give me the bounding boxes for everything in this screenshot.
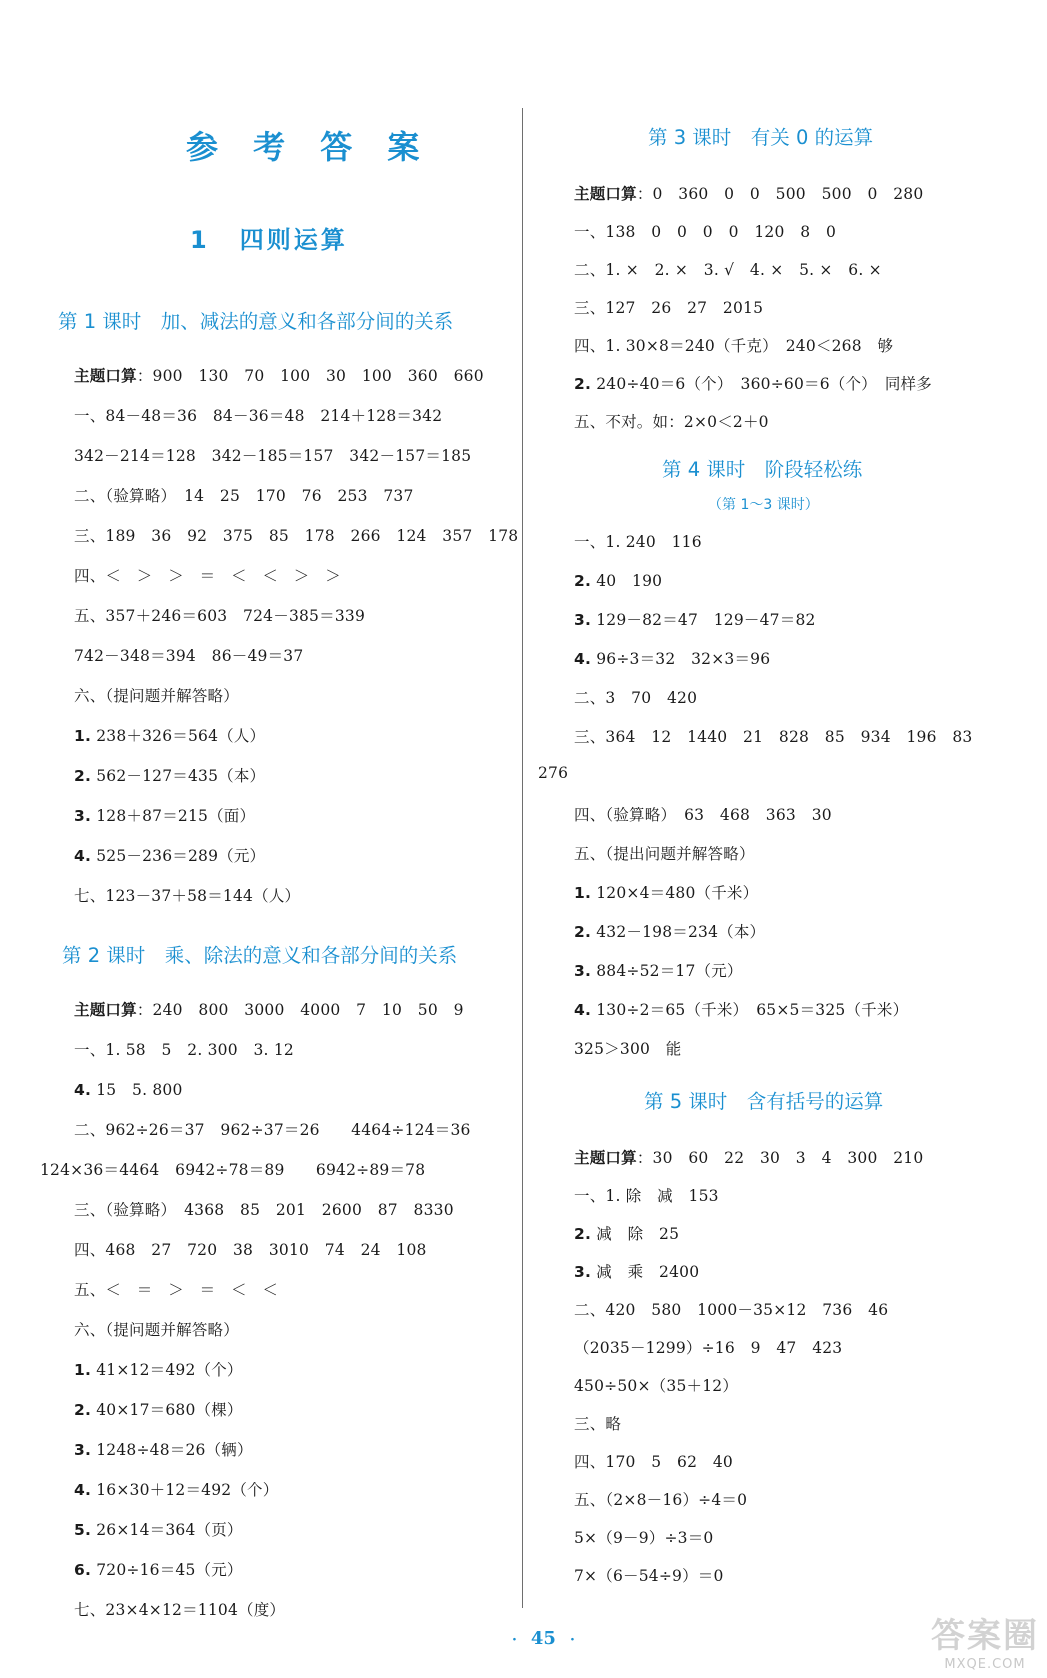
answer-line: （2035－1299）÷16 9 47 423 <box>574 1339 843 1357</box>
site-watermark <box>931 1608 1039 1672</box>
answer-line: 4. 130÷2＝65（千米） 65×5＝325（千米） <box>574 1001 909 1019</box>
watermark-url: MXQE.COM <box>944 1657 1026 1672</box>
section-heading-5: 第 5 课时 含有括号的运算 <box>644 1090 884 1113</box>
section-heading-4: 第 4 课时 阶段轻松练 <box>662 458 863 481</box>
answer-line: 七、123－37＋58＝144（人） <box>74 887 301 905</box>
answer-line: 2. 减 除 25 <box>574 1225 680 1243</box>
answer-line: 6. 720÷16＝45（元） <box>74 1561 243 1579</box>
answer-line: 3. 884÷52＝17（元） <box>574 962 743 980</box>
answer-line: 342－214＝128 342－185＝157 342－157＝185 <box>74 447 472 465</box>
answer-line: 七、23×4×12＝1104（度） <box>74 1601 286 1619</box>
answer-line: 二、1. × 2. × 3. √ 4. × 5. × 6. × <box>574 261 882 279</box>
answer-line: 主题口算：900 130 70 100 30 100 360 660 <box>74 367 484 385</box>
chapter-number: 1 <box>190 226 210 254</box>
answer-line: 4. 15 5. 800 <box>74 1081 183 1099</box>
chapter-name: 四则运算 <box>239 226 348 254</box>
answer-line: 7×（6－54÷9）＝0 <box>574 1567 724 1585</box>
answer-line: 1. 238＋326＝564（人） <box>74 727 266 745</box>
answer-line: 742－348＝394 86－49＝37 <box>74 647 304 665</box>
answer-line: 3. 1248÷48＝26（辆） <box>74 1441 253 1459</box>
answer-line: 2. 432－198＝234（本） <box>574 923 766 941</box>
page-number-dot-left: · <box>512 1632 517 1648</box>
watermark-logo-text: 答案圈 <box>931 1616 1039 1656</box>
answer-line: 主题口算：30 60 22 30 3 4 300 210 <box>574 1149 924 1167</box>
section-heading-1: 第 1 课时 加、减法的意义和各部分间的关系 <box>58 310 454 333</box>
page-number-dot-right: · <box>569 1632 575 1648</box>
page-number <box>498 1628 589 1649</box>
column-divider <box>522 108 523 1608</box>
answer-line: 二、3 70 420 <box>574 689 698 707</box>
section-heading-3: 第 3 课时 有关 0 的运算 <box>648 126 874 149</box>
answer-line: 二、420 580 1000－35×12 736 46 <box>574 1301 889 1319</box>
answer-line: 三、略 <box>574 1415 622 1433</box>
section-heading-2: 第 2 课时 乘、除法的意义和各部分间的关系 <box>62 944 458 967</box>
answer-line: 四、（验算略） 63 468 363 30 <box>574 806 832 824</box>
answer-line: 276 <box>538 764 569 782</box>
answer-line: 一、84－48＝36 84－36＝48 214＋128＝342 <box>74 407 443 425</box>
answer-line: 五、不对。如：2×0＜2＋0 <box>574 413 769 431</box>
answer-line: 2. 40 190 <box>574 572 663 590</box>
answer-line: 4. 16×30＋12＝492（个） <box>74 1481 279 1499</box>
answer-line: 一、1. 58 5 2. 300 3. 12 <box>74 1041 294 1059</box>
answer-line: 5. 26×14＝364（页） <box>74 1521 243 1539</box>
answer-line: 五、（提出问题并解答略） <box>574 845 755 863</box>
answer-line: 2. 562－127＝435（本） <box>74 767 266 785</box>
chapter-heading <box>190 220 348 255</box>
answer-line: 3. 128＋87＝215（面） <box>74 807 256 825</box>
answer-line: 五、（2×8－16）÷4＝0 <box>574 1491 748 1509</box>
answer-line: 4. 525－236＝289（元） <box>74 847 266 865</box>
answer-line: 二、962÷26＝37 962÷37＝26 4464÷124＝36 <box>74 1121 471 1139</box>
answer-line: 1. 120×4＝480（千米） <box>574 884 759 902</box>
answer-line: 三、127 26 27 2015 <box>574 299 764 317</box>
page-number-value: 45 <box>530 1628 556 1649</box>
answer-line: 5×（9－9）÷3＝0 <box>574 1529 714 1547</box>
answer-line: 六、（提问题并解答略） <box>74 687 239 705</box>
answer-line: 3. 减 乘 2400 <box>574 1263 700 1281</box>
answer-line: 一、138 0 0 0 0 120 8 0 <box>574 223 837 241</box>
answer-line: 三、189 36 92 375 85 178 266 124 357 178 <box>74 527 519 545</box>
section-subheading-4: （第 1～3 课时） <box>708 497 819 513</box>
answer-line: 四、＜ ＞ ＞ ＝ ＜ ＜ ＞ ＞ <box>74 567 341 585</box>
answer-line: 四、468 27 720 38 3010 74 24 108 <box>74 1241 427 1259</box>
page-title: 参 考 答 案 <box>186 128 432 166</box>
answer-line: 3. 129－82＝47 129－47＝82 <box>574 611 816 629</box>
answer-line: 325＞300 能 <box>574 1040 682 1058</box>
answer-line: 一、1. 240 116 <box>574 533 702 551</box>
answer-line: 三、（验算略） 4368 85 201 2600 87 8330 <box>74 1201 454 1219</box>
answer-line: 五、357＋246＝603 724－385＝339 <box>74 607 366 625</box>
answer-line: 四、170 5 62 40 <box>574 1453 733 1471</box>
answer-line: 2. 240÷40＝6（个） 360÷60＝6（个） 同样多 <box>574 375 932 393</box>
answer-line: 五、＜ ＝ ＞ ＝ ＜ ＜ <box>74 1281 279 1299</box>
answer-line: 1. 41×12＝492（个） <box>74 1361 243 1379</box>
answer-line: 三、364 12 1440 21 828 85 934 196 83 <box>574 728 973 746</box>
answer-line: 450÷50×（35＋12） <box>574 1377 739 1395</box>
answer-line: 2. 40×17＝680（棵） <box>74 1401 243 1419</box>
answer-line: 六、（提问题并解答略） <box>74 1321 239 1339</box>
answer-line: 二、（验算略） 14 25 170 76 253 737 <box>74 487 414 505</box>
answer-line: 124×36＝4464 6942÷78＝89 6942÷89＝78 <box>40 1161 426 1179</box>
answer-line: 主题口算：0 360 0 0 500 500 0 280 <box>574 185 924 203</box>
answer-line: 主题口算：240 800 3000 4000 7 10 50 9 <box>74 1001 464 1019</box>
answer-line: 四、1. 30×8＝240（千克） 240＜268 够 <box>574 337 894 355</box>
answer-line: 一、1. 除 减 153 <box>574 1187 719 1205</box>
answer-line: 4. 96÷3＝32 32×3＝96 <box>574 650 771 668</box>
